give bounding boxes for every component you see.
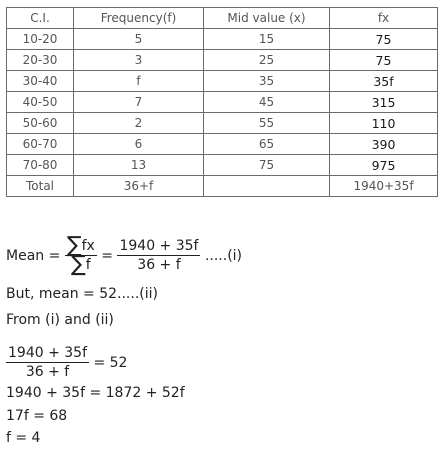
cell-ci: 40-50 — [7, 92, 74, 113]
equation-fraction-line — [6, 344, 127, 381]
cell-x: 35 — [204, 71, 330, 92]
cell-ci: 10-20 — [7, 29, 74, 50]
header-fx: fx — [330, 8, 438, 29]
mean-label: Mean = — [6, 247, 61, 264]
cell-fx: 390 — [330, 134, 438, 155]
header-frequency: Frequency(f) — [74, 8, 204, 29]
table-header-row — [7, 8, 438, 29]
mean-denominator: 36 + f — [137, 257, 181, 273]
equation-fraction — [6, 344, 89, 381]
equals-sign: = — [101, 247, 114, 264]
cell-fx: 35f — [330, 71, 438, 92]
given-mean-line: But, mean = 52.....(ii) — [6, 286, 158, 302]
sigma-symbol: ∑ — [66, 233, 82, 258]
table-row — [7, 29, 438, 50]
cell-f: 5 — [74, 29, 204, 50]
cell-x: 45 — [204, 92, 330, 113]
table-row — [7, 155, 438, 176]
equation-tag-i: .....(i) — [204, 247, 243, 264]
cell-ci: 70-80 — [7, 155, 74, 176]
header-mid-value: Mid value (x) — [204, 8, 330, 29]
cross-multiplied-line: 1940 + 35f = 1872 + 52f — [6, 385, 185, 401]
cell-fx: 75 — [330, 29, 438, 50]
table-row — [7, 71, 438, 92]
total-fx: 1940+35f — [330, 176, 438, 197]
sum-fraction — [65, 233, 97, 277]
cell-f: 2 — [74, 113, 204, 134]
cell-x: 65 — [204, 134, 330, 155]
cell-f: 6 — [74, 134, 204, 155]
sum-fx-label: fx — [81, 238, 95, 254]
cell-x: 15 — [204, 29, 330, 50]
sigma-symbol: ∑ — [70, 252, 86, 277]
table-row — [7, 50, 438, 71]
cell-ci: 50-60 — [7, 113, 74, 134]
cell-x: 55 — [204, 113, 330, 134]
cell-fx: 75 — [330, 50, 438, 71]
mean-formula — [6, 233, 243, 277]
total-label: Total — [7, 176, 74, 197]
cell-ci: 60-70 — [7, 134, 74, 155]
cell-f: 7 — [74, 92, 204, 113]
cell-fx: 315 — [330, 92, 438, 113]
header-ci: C.I. — [7, 8, 74, 29]
simplified-line: 17f = 68 — [6, 408, 68, 424]
equation-denominator: 36 + f — [25, 364, 70, 380]
sum-f-label: f — [85, 257, 91, 273]
total-f: 36+f — [74, 176, 204, 197]
cell-x: 25 — [204, 50, 330, 71]
cell-x: 75 — [204, 155, 330, 176]
total-x — [204, 176, 330, 197]
table-row — [7, 134, 438, 155]
equation-rhs: = 52 — [93, 354, 128, 371]
equation-numerator: 1940 + 35f — [8, 345, 88, 361]
frequency-table — [6, 7, 438, 197]
cell-f: 3 — [74, 50, 204, 71]
table-row — [7, 92, 438, 113]
cell-f: 13 — [74, 155, 204, 176]
mean-fraction — [117, 237, 200, 274]
table-row — [7, 113, 438, 134]
cell-ci: 20-30 — [7, 50, 74, 71]
table-total-row — [7, 176, 438, 197]
mean-numerator: 1940 + 35f — [119, 238, 199, 254]
cell-f: f — [74, 71, 204, 92]
from-line: From (i) and (ii) — [6, 312, 114, 328]
cell-fx: 975 — [330, 155, 438, 176]
result-line: f = 4 — [6, 430, 41, 446]
cell-ci: 30-40 — [7, 71, 74, 92]
cell-fx: 110 — [330, 113, 438, 134]
